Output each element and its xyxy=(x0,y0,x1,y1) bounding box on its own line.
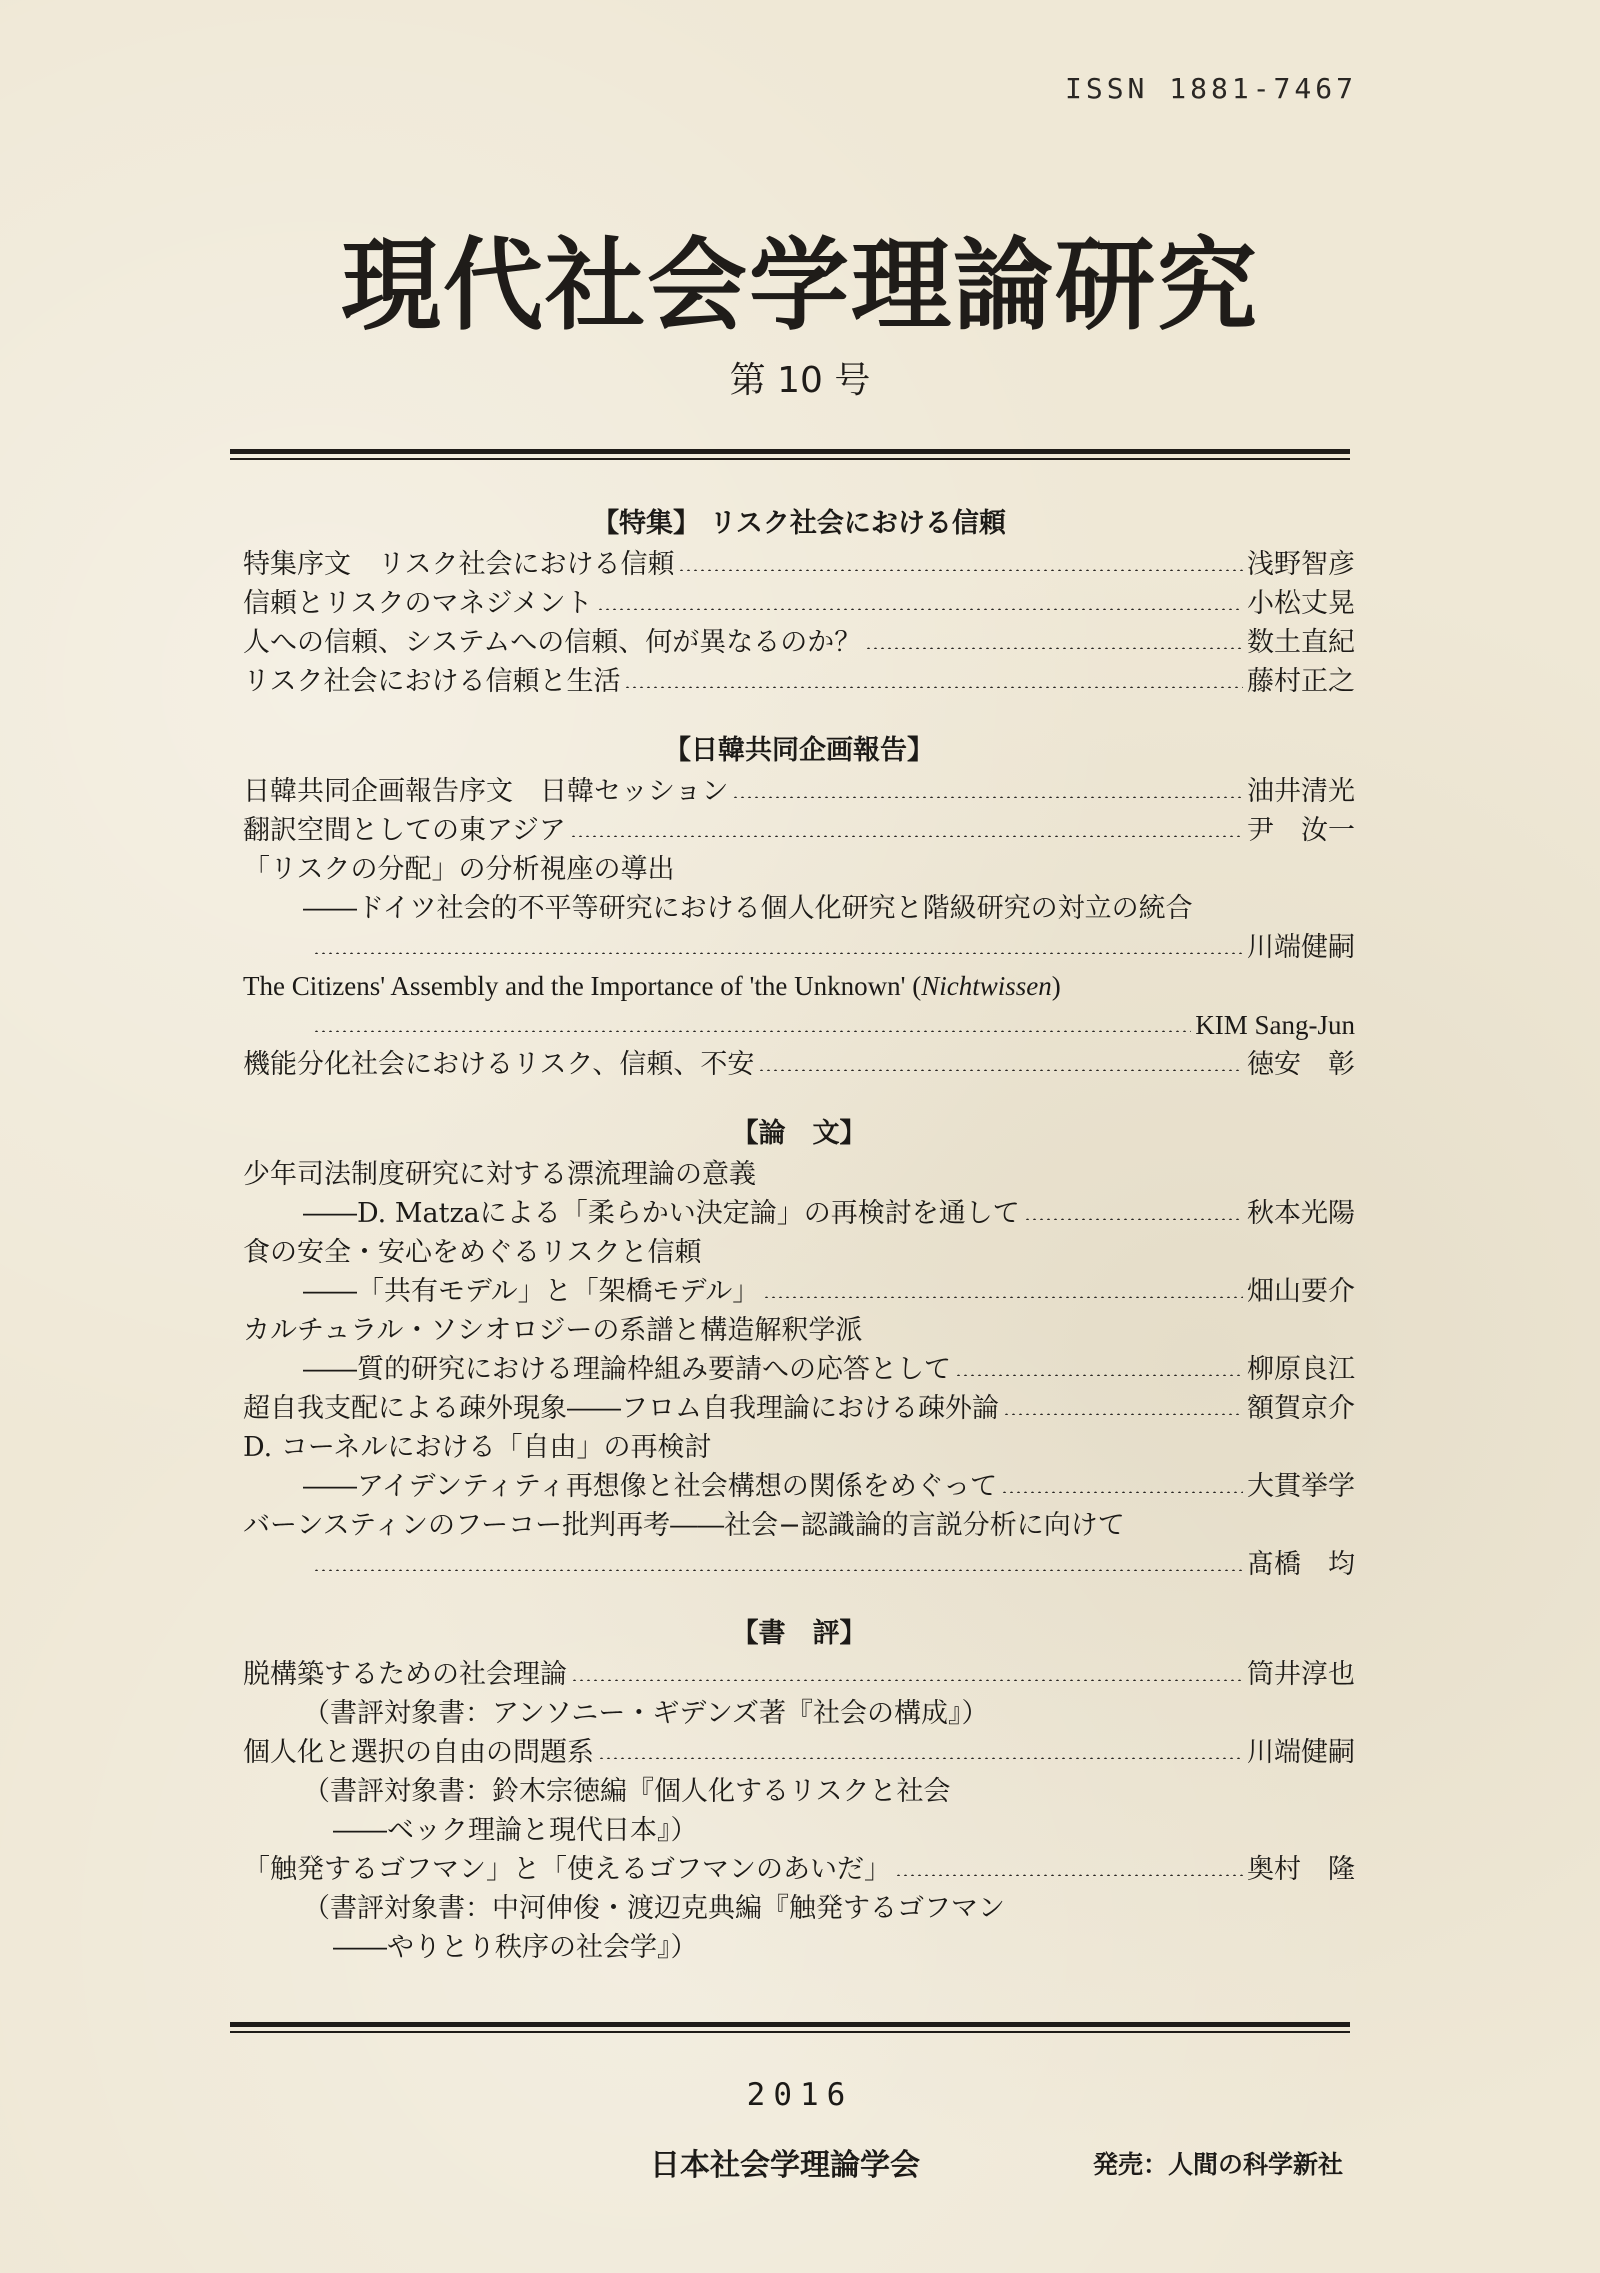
journal-title: 現代社会学理論研究 xyxy=(341,227,1259,344)
dot-leader xyxy=(597,598,1243,610)
entry-subtitle: ――アイデンティティ再想像と社会構想の関係をめぐって xyxy=(303,1471,998,1502)
section-heading-reviews: 【書 評】 xyxy=(731,1618,867,1649)
volume-number: 第 10 号 xyxy=(729,360,871,401)
toc-entry xyxy=(243,662,1355,701)
dot-leader xyxy=(1024,1208,1243,1220)
toc-entry xyxy=(243,1045,1355,1084)
entry-author: KIM Sang-Jun xyxy=(1195,1010,1355,1040)
entry-author: 大貫挙学 xyxy=(1247,1471,1355,1502)
entry-author: 浅野智彦 xyxy=(1247,549,1355,580)
dot-leader xyxy=(763,1286,1243,1298)
entry-author: 筒井淳也 xyxy=(1247,1659,1355,1690)
review-note: ――ベック理論と現代日本』） xyxy=(333,1815,698,1846)
toc-entry xyxy=(243,623,1355,662)
toc-entry xyxy=(243,545,1355,584)
dot-leader xyxy=(313,942,1243,954)
dot-leader xyxy=(1001,1481,1243,1493)
entry-subtitle: ――ドイツ社会的不平等研究における個人化研究と階級研究の対立の統合 xyxy=(303,893,1193,924)
dot-leader xyxy=(732,786,1243,798)
entry-subtitle: ――質的研究における理論枠組み要請への応答として xyxy=(303,1354,951,1385)
dot-leader xyxy=(758,1059,1243,1071)
entry-author: 畑山要介 xyxy=(1247,1276,1355,1307)
entry-title: The Citizens' Assembly and the Importance of 'the Unknown' (Nichtwissen) xyxy=(243,971,1061,1001)
entry-title: 「触発するゴフマン」と「使えるゴフマンのあいだ」 xyxy=(243,1854,891,1885)
toc-entry xyxy=(243,1655,1355,1694)
entry-author: 奥村 隆 xyxy=(1247,1854,1355,1885)
section-heading-special: 【特集】 リスク社会における信頼 xyxy=(592,508,1006,539)
dot-leader xyxy=(624,676,1243,688)
entry-author: 小松丈晃 xyxy=(1247,588,1355,619)
toc-entry xyxy=(243,1467,1355,1506)
toc-entry-author-line xyxy=(243,1545,1355,1584)
publication-year: 2016 xyxy=(746,2077,854,2113)
entry-title: 個人化と選択の自由の問題系 xyxy=(243,1737,594,1768)
entry-title: 脱構築するための社会理論 xyxy=(243,1659,567,1690)
entry-author: 数土直紀 xyxy=(1247,627,1355,658)
entry-subtitle: ――D. Matzaによる「柔らかい決定論」の再検討を通して xyxy=(303,1198,1020,1229)
section-heading-joint-report: 【日韓共同企画報告】 xyxy=(664,735,934,766)
entry-title: D. コーネルにおける「自由」の再検討 xyxy=(243,1432,712,1463)
entry-author: 額賀京介 xyxy=(1247,1393,1355,1424)
seller-name: 発売：人間の科学新社 xyxy=(1093,2150,1344,2179)
entry-author: 川端健嗣 xyxy=(1247,932,1355,963)
toc-entry xyxy=(243,772,1355,811)
review-note: （書評対象書：中河伸俊・渡辺克典編『触発するゴフマン xyxy=(303,1893,1005,1924)
top-double-rule xyxy=(230,449,1350,454)
publisher-name: 日本社会学理論学会 xyxy=(650,2148,920,2183)
entry-author: 秋本光陽 xyxy=(1247,1198,1355,1229)
entry-title: 少年司法制度研究に対する漂流理論の意義 xyxy=(243,1159,756,1190)
toc-entry xyxy=(243,1194,1355,1233)
entry-subtitle: ――「共有モデル」と「架橋モデル」 xyxy=(303,1276,760,1307)
dot-leader xyxy=(571,1669,1243,1681)
dot-leader xyxy=(313,1559,1243,1571)
toc-entry xyxy=(243,1850,1355,1889)
dot-leader xyxy=(598,1747,1243,1759)
entry-author: 柳原良江 xyxy=(1247,1354,1355,1385)
dot-leader xyxy=(895,1864,1243,1876)
dot-leader xyxy=(313,1020,1191,1032)
entry-title: 人への信頼、システムへの信頼、何が異なるのか？ xyxy=(243,627,862,658)
entry-title: 特集序文 リスク社会における信頼 xyxy=(243,549,675,580)
review-note: （書評対象書：鈴木宗徳編『個人化するリスクと社会 xyxy=(303,1776,951,1807)
toc-entry xyxy=(243,1733,1355,1772)
table-of-contents xyxy=(243,504,1355,1967)
toc-entry xyxy=(243,811,1355,850)
dot-leader xyxy=(955,1364,1243,1376)
entry-title: リスク社会における信頼と生活 xyxy=(243,666,621,697)
entry-title: 超自我支配による疎外現象――フロム自我理論における疎外論 xyxy=(243,1393,999,1424)
entry-title: 信頼とリスクのマネジメント xyxy=(243,588,593,619)
entry-title: 食の安全・安心をめぐるリスクと信頼 xyxy=(243,1237,702,1268)
section-heading-papers: 【論 文】 xyxy=(731,1118,867,1149)
dot-leader xyxy=(570,825,1243,837)
entry-title: 機能分化社会におけるリスク、信頼、不安 xyxy=(243,1049,755,1080)
entry-author: 徳安 彰 xyxy=(1247,1049,1355,1080)
entry-author: 髙橋 均 xyxy=(1247,1549,1355,1580)
toc-entry xyxy=(243,1389,1355,1428)
entry-title: 日韓共同企画報告序文 日韓セッション xyxy=(243,776,729,807)
review-note: （書評対象書：アンソニー・ギデンズ著『社会の構成』） xyxy=(303,1698,989,1729)
entry-title: カルチュラル・ソシオロジーの系譜と構造解釈学派 xyxy=(243,1315,863,1346)
dot-leader xyxy=(865,637,1243,649)
toc-entry xyxy=(243,1350,1355,1389)
entry-author: 川端健嗣 xyxy=(1247,1737,1355,1768)
toc-entry-author-line xyxy=(243,928,1355,967)
entry-author: 尹 汝一 xyxy=(1247,815,1355,846)
entry-title: バーンスティンのフーコー批判再考――社会−認識論的言説分析に向けて xyxy=(243,1510,1125,1541)
entry-title: 「リスクの分配」の分析視座の導出 xyxy=(243,854,675,885)
toc-entry xyxy=(243,584,1355,623)
toc-entry xyxy=(243,1272,1355,1311)
entry-author: 油井清光 xyxy=(1247,776,1355,807)
dot-leader xyxy=(1003,1403,1243,1415)
entry-author: 藤村正之 xyxy=(1247,666,1355,697)
entry-title: 翻訳空間としての東アジア xyxy=(243,815,566,846)
bottom-double-rule xyxy=(230,2022,1350,2027)
issn-number: ISSN 1881-7467 xyxy=(1064,72,1357,105)
toc-entry-author-line xyxy=(243,1006,1355,1045)
review-note: ――やりとり秩序の社会学』） xyxy=(333,1932,698,1963)
dot-leader xyxy=(678,559,1243,571)
